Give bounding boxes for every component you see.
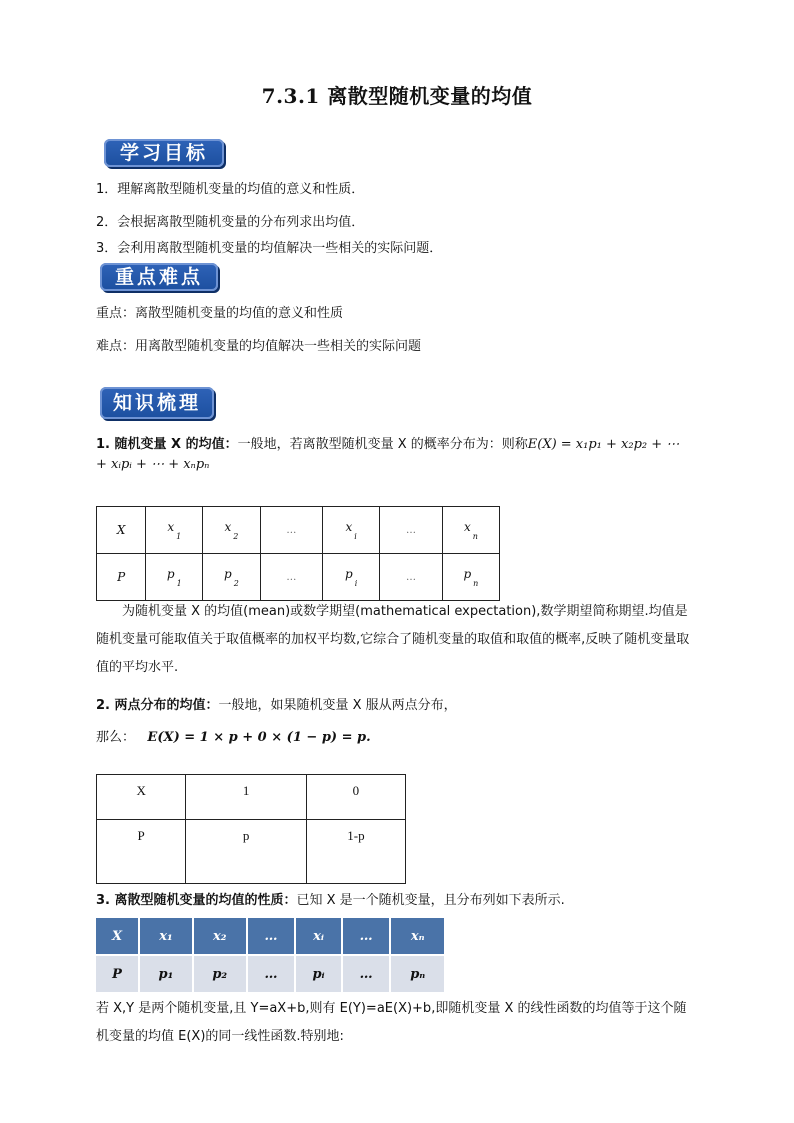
cell: $p_n$ <box>442 554 499 601</box>
k3-text: 已知 X 是一个随机变量，且分布列如下表所示. <box>296 893 565 908</box>
cell: P <box>97 820 186 884</box>
cell: … <box>380 507 443 554</box>
k1-formula-b: + xᵢpᵢ + ⋯ + xₙpₙ <box>96 457 210 472</box>
k2-formula-line <box>96 729 371 747</box>
k3-property-table <box>94 916 446 994</box>
key-focus: 重点：离散型随机变量的均值的意义和性质 <box>96 306 344 321</box>
cell: … <box>342 917 391 955</box>
key-difficulty: 难点：用离散型随机变量的均值解决一些相关的实际问题 <box>96 339 422 354</box>
k2-lead: 2. 两点分布的均值： <box>96 698 219 713</box>
cell: X <box>97 775 186 820</box>
k1-text: 一般地，若离散型随机变量 X 的概率分布为：则称 <box>237 437 528 452</box>
k1-lead: 1. 随机变量 X 的均值： <box>96 437 238 452</box>
cell: xₙ <box>390 917 445 955</box>
cell: … <box>247 917 296 955</box>
cell: … <box>380 554 443 601</box>
cell: $x_n$ <box>442 507 499 554</box>
cell: $x_1$ <box>146 507 203 554</box>
cell: … <box>260 507 323 554</box>
k3-paragraph: 若 X,Y 是两个随机变量,且 Y=aX+b,则有 E(Y)=aE(X)+b,即随机变量 X 的线性函数的均值等于这个随机变量的均值 E(X)的同一线性函数.特别地: <box>96 1001 687 1044</box>
k2-intro <box>96 697 457 715</box>
k1-formula-a: E(X) = x₁p₁ + x₂p₂ + ⋯ <box>527 437 680 452</box>
k2-formula: E(X) = 1 × p + 0 × (1 − p) = p. <box>147 730 371 745</box>
cell: P <box>97 554 146 601</box>
k2-two-point-table <box>96 774 406 884</box>
cell: p₂ <box>193 955 247 993</box>
k1-intro <box>96 436 716 454</box>
cell: $p_1$ <box>146 554 203 601</box>
cell: x₂ <box>193 917 247 955</box>
cell: $x_i$ <box>323 507 380 554</box>
cell: … <box>260 554 323 601</box>
goal-item-1: 1．理解离散型随机变量的均值的意义和性质． <box>96 182 365 197</box>
page-title: 7.3.1 离散型随机变量的均值 <box>261 84 533 108</box>
cell: p <box>186 820 307 884</box>
cell: 1 <box>186 775 307 820</box>
cell: … <box>247 955 296 993</box>
cell: pᵢ <box>295 955 341 993</box>
cell: xᵢ <box>295 917 341 955</box>
cell: x₁ <box>139 917 193 955</box>
k2-then: 那么： <box>96 730 136 745</box>
cell: … <box>342 955 391 993</box>
cell: 0 <box>306 775 405 820</box>
section-badge-knowledge: 知识梳理 <box>100 387 214 419</box>
goal-item-2: 2．会根据离散型随机变量的分布列求出均值． <box>96 215 365 230</box>
cell: pₙ <box>390 955 445 993</box>
cell: $x_2$ <box>203 507 260 554</box>
cell: X <box>97 507 146 554</box>
section-badge-key: 重点难点 <box>100 263 218 291</box>
section-badge-goals: 学习目标 <box>104 139 224 167</box>
cell: $p_i$ <box>323 554 380 601</box>
k3-intro <box>96 892 565 910</box>
k3-lead: 3. 离散型随机变量的均值的性质： <box>96 893 297 908</box>
cell: 1-p <box>306 820 405 884</box>
k1-paragraph: 为随机变量 X 的均值(mean)或数学期望(mathematical expectation),数学期望简称期望.均值是随机变量可能取值关于取值概率的加权平均数,它综合了随机变量的取值和取值的概率,反映了随机变量取值的平均水平. <box>96 604 690 675</box>
goal-item-3: 3．会利用离散型随机变量的均值解决一些相关的实际问题． <box>96 241 443 256</box>
cell: P <box>95 955 139 993</box>
k1-distribution-table <box>96 506 500 601</box>
cell: p₁ <box>139 955 193 993</box>
cell: X <box>95 917 139 955</box>
cell: $p_2$ <box>203 554 260 601</box>
k2-text: 一般地，如果随机变量 X 服从两点分布， <box>218 698 457 713</box>
